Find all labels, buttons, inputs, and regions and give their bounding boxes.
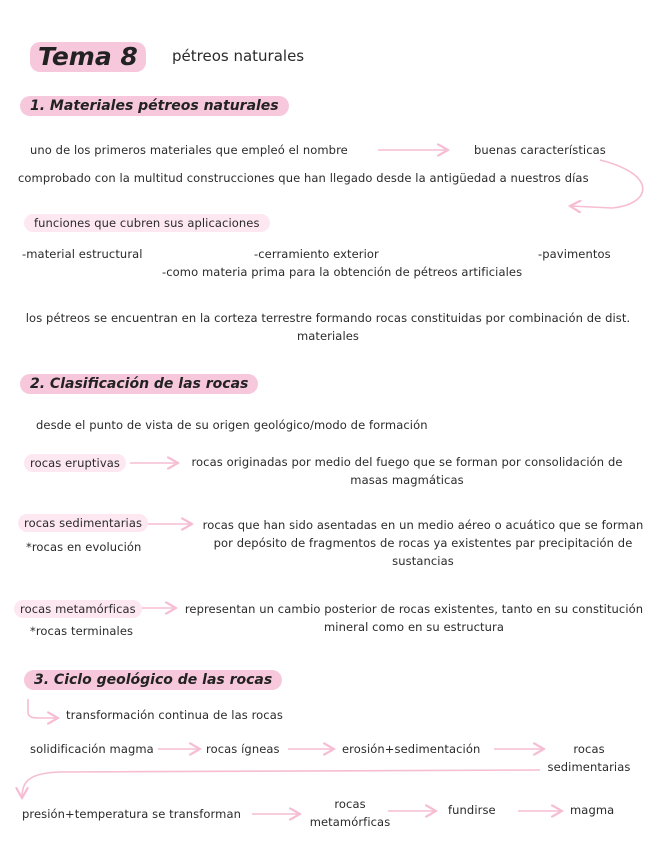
rock-type-label: rocas eruptivas [24, 454, 126, 472]
function-item: -como materia prima para la obtención de pétreos artificiales [162, 265, 523, 279]
paragraph: los pétreos se encuentran en la corteza terrestre formando rocas constituidas por combinación de dist. materiales [25, 311, 631, 343]
text-line: desde el punto de vista de su origen geológico/modo de formación [36, 418, 428, 432]
text-line: transformación continua de las rocas [66, 708, 283, 722]
cycle-step: rocas ígneas [206, 742, 280, 756]
function-item: -material estructural [22, 247, 143, 261]
page-title: Tema 8 [30, 42, 146, 72]
section-heading-1: 1. Materiales pétreos naturales [20, 96, 289, 116]
cycle-step: solidificación magma [30, 742, 154, 756]
text-line: buenas características [474, 143, 606, 157]
return-arrow-icon [22, 770, 540, 798]
cycle-step: rocas metamórficas [309, 797, 391, 829]
text-line: comprobado con la multitud construcciones que han llegado desde la antigüedad a nuestros días [18, 171, 589, 185]
rock-type-description: representan un cambio posterior de rocas existentes, tanto en su constitución mineral como en su estructura [184, 602, 644, 634]
rock-type-description: rocas originadas por medio del fuego que se forman por consolidación de masas magmáticas [191, 455, 623, 487]
rock-type-note: *rocas terminales [30, 624, 134, 638]
bent-arrow-icon [28, 699, 58, 718]
text-line: uno de los primeros materiales que empleó el nombre [30, 143, 348, 157]
rock-type-label: rocas sedimentarias [18, 514, 148, 532]
cycle-step: fundirse [448, 803, 496, 817]
section-heading-2: 2. Clasificación de las rocas [20, 374, 258, 394]
cycle-step: presión+temperatura se transforman [22, 807, 241, 821]
functions-label: funciones que cubren sus aplicaciones [24, 214, 270, 232]
section-heading-3: 3. Ciclo geológico de las rocas [24, 670, 282, 690]
cycle-step: magma [570, 803, 615, 817]
cycle-step: erosión+sedimentación [342, 742, 481, 756]
function-item: -cerramiento exterior [254, 247, 379, 261]
cycle-step: rocas sedimentarias [547, 742, 631, 774]
function-item: -pavimentos [538, 247, 611, 261]
rock-type-note: *rocas en evolución [26, 540, 142, 554]
page-subtitle: pétreos naturales [172, 47, 305, 65]
rock-type-label: rocas metamórficas [14, 600, 142, 618]
rock-type-description: rocas que han sido asentadas en un medio aéreo o acuático que se forman por depósito de fragmentos de rocas ya existentes par precipitación de sustancias [202, 518, 644, 568]
